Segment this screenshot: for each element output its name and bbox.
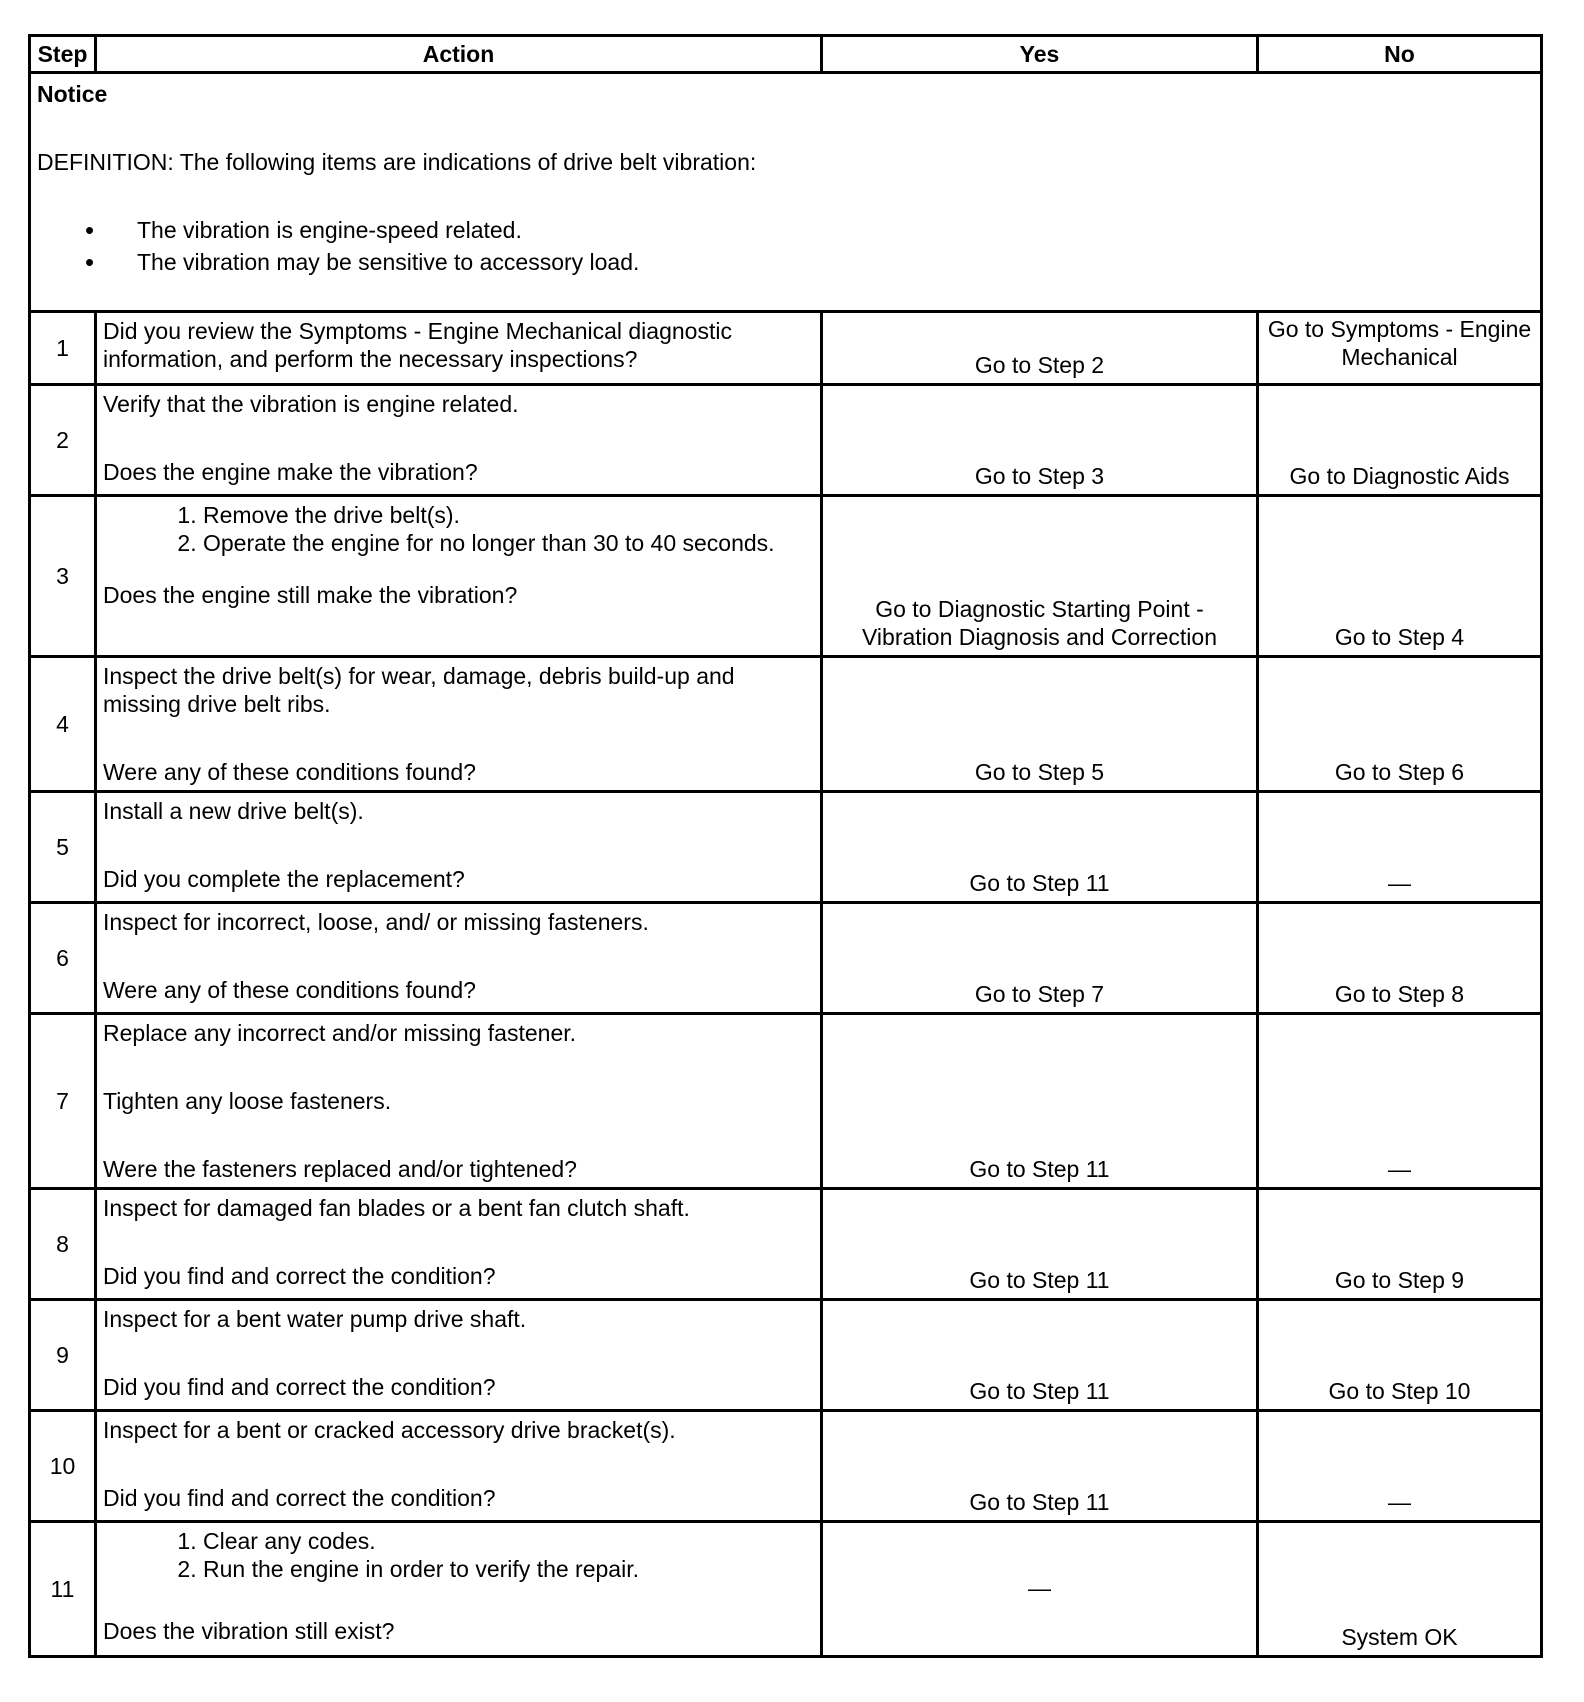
action-step-list <box>103 1527 814 1583</box>
yes-cell: Go to Step 11 <box>822 1014 1258 1189</box>
yes-cell: Go to Step 2 <box>822 312 1258 385</box>
no-cell: — <box>1258 1411 1542 1522</box>
no-cell: Go to Step 10 <box>1258 1300 1542 1411</box>
header-step: Step <box>30 36 96 73</box>
table-row <box>30 1189 1542 1300</box>
action-cell <box>96 1411 822 1522</box>
action-step-list <box>103 501 814 557</box>
action-step: 2. Run the engine in order to verify the repair. <box>203 1555 814 1583</box>
header-action: Action <box>96 36 822 73</box>
yes-cell: Go to Step 5 <box>822 657 1258 792</box>
yes-cell: Go to Step 3 <box>822 385 1258 496</box>
table-row <box>30 312 1542 385</box>
notice-bullet-list <box>37 216 1534 276</box>
no-cell: — <box>1258 1014 1542 1189</box>
step-number: 10 <box>30 1411 96 1522</box>
yes-cell: Go to Step 11 <box>822 1411 1258 1522</box>
no-cell: Go to Step 4 <box>1258 496 1542 657</box>
action-cell <box>96 1189 822 1300</box>
no-cell: System OK <box>1258 1522 1542 1657</box>
yes-cell: Go to Step 11 <box>822 792 1258 903</box>
yes-cell: Go to Step 7 <box>822 903 1258 1014</box>
action-text: Install a new drive belt(s). <box>103 798 364 824</box>
table-row <box>30 657 1542 792</box>
notice-bullet: • The vibration is engine-speed related. <box>137 216 1534 244</box>
step-number: 1 <box>30 312 96 385</box>
action-question: Does the engine still make the vibration? <box>103 582 518 608</box>
no-cell: Go to Step 8 <box>1258 903 1542 1014</box>
step-number: 8 <box>30 1189 96 1300</box>
yes-cell: Go to Step 11 <box>822 1300 1258 1411</box>
action-step: 2. Operate the engine for no longer than 30 to 40 seconds. <box>203 529 814 557</box>
action-text: Inspect for a bent water pump drive shaft. <box>103 1306 527 1332</box>
step-number: 9 <box>30 1300 96 1411</box>
action-text: Replace any incorrect and/or missing fastener. <box>103 1020 577 1046</box>
action-text: Tighten any loose fasteners. <box>103 1088 392 1114</box>
action-text: Inspect the drive belt(s) for wear, damage, debris build-up and missing drive belt ribs. <box>103 663 735 717</box>
yes-cell: Go to Step 11 <box>822 1189 1258 1300</box>
action-question: Does the engine make the vibration? <box>103 459 478 485</box>
yes-cell: Go to Diagnostic Starting Point - Vibration Diagnosis and Correction <box>822 496 1258 657</box>
header-row <box>30 36 1542 73</box>
action-text: Verify that the vibration is engine related. <box>103 391 519 417</box>
step-number: 4 <box>30 657 96 792</box>
action-cell <box>96 1300 822 1411</box>
notice-row <box>30 73 1542 312</box>
action-cell <box>96 903 822 1014</box>
action-question: Did you complete the replacement? <box>103 866 465 892</box>
header-no: No <box>1258 36 1542 73</box>
no-cell: Go to Step 9 <box>1258 1189 1542 1300</box>
no-cell: Go to Step 6 <box>1258 657 1542 792</box>
action-question: Were the fasteners replaced and/or tightened? <box>103 1156 577 1182</box>
action-cell <box>96 1522 822 1657</box>
yes-cell: — <box>822 1522 1258 1657</box>
table-row <box>30 1522 1542 1657</box>
action-cell <box>96 496 822 657</box>
step-number: 5 <box>30 792 96 903</box>
action-question: Did you find and correct the condition? <box>103 1374 496 1400</box>
action-question: Does the vibration still exist? <box>103 1618 395 1644</box>
step-number: 7 <box>30 1014 96 1189</box>
action-question: Did you find and correct the condition? <box>103 1263 496 1289</box>
no-cell: — <box>1258 792 1542 903</box>
step-number: 11 <box>30 1522 96 1657</box>
action-text: Inspect for damaged fan blades or a bent fan clutch shaft. <box>103 1195 690 1221</box>
action-cell <box>96 312 822 385</box>
diagnostic-table <box>28 34 1543 1658</box>
table-row <box>30 792 1542 903</box>
table-row <box>30 903 1542 1014</box>
header-yes: Yes <box>822 36 1258 73</box>
step-number: 2 <box>30 385 96 496</box>
table-row <box>30 385 1542 496</box>
action-cell <box>96 1014 822 1189</box>
table-row <box>30 1300 1542 1411</box>
action-text: Inspect for a bent or cracked accessory drive bracket(s). <box>103 1417 676 1443</box>
action-step: 1. Clear any codes. <box>203 1527 814 1555</box>
action-cell <box>96 385 822 496</box>
action-text: Did you review the Symptoms - Engine Mechanical diagnostic information, and perform the necessary inspections? <box>103 318 732 372</box>
action-cell <box>96 792 822 903</box>
action-text: Inspect for incorrect, loose, and/ or missing fasteners. <box>103 909 649 935</box>
action-question: Were any of these conditions found? <box>103 759 476 785</box>
step-number: 6 <box>30 903 96 1014</box>
action-cell <box>96 657 822 792</box>
no-text: Go to Symptoms - Engine Mechanical <box>1267 316 1532 370</box>
step-number: 3 <box>30 496 96 657</box>
notice-cell <box>30 73 1542 312</box>
table-row <box>30 1014 1542 1189</box>
action-question: Did you find and correct the condition? <box>103 1485 496 1511</box>
notice-definition: DEFINITION: The following items are indications of drive belt vibration: <box>37 149 757 175</box>
action-question: Were any of these conditions found? <box>103 977 476 1003</box>
table-row <box>30 1411 1542 1522</box>
table-row <box>30 496 1542 657</box>
no-cell <box>1258 312 1542 385</box>
notice-bullet: • The vibration may be sensitive to accessory load. <box>137 248 1534 276</box>
no-cell: Go to Diagnostic Aids <box>1258 385 1542 496</box>
notice-title: Notice <box>37 81 108 107</box>
action-step: 1. Remove the drive belt(s). <box>203 501 814 529</box>
